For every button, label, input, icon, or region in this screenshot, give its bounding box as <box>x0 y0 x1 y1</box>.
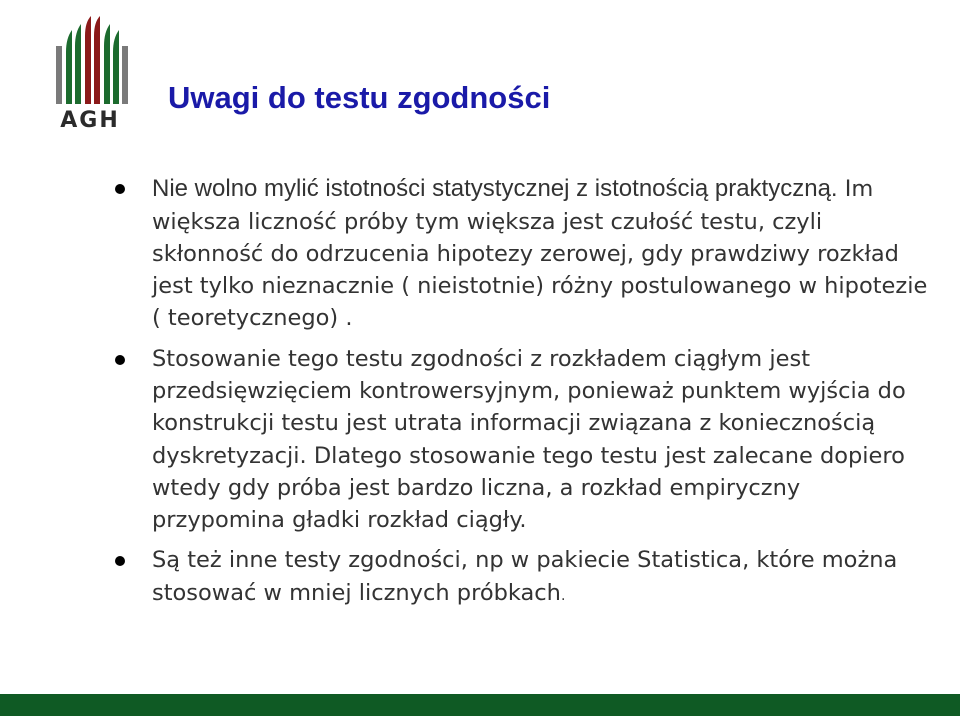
bullet-item-2 <box>110 343 930 537</box>
logo-pillar-green-2 <box>75 24 81 104</box>
logo-pillar-gray-right <box>122 46 128 104</box>
slide-content <box>110 172 930 620</box>
agh-logo <box>50 16 130 136</box>
logo-pillar-green-3 <box>104 24 110 104</box>
footer-bar <box>0 694 960 716</box>
bullet-1-lead: Nie wolno mylić istotności statystycznej z istotnością praktyczną. <box>152 175 838 202</box>
agh-logo-mark <box>50 16 130 108</box>
bullet-dot <box>115 184 125 194</box>
bullet-3-period: . <box>560 587 566 604</box>
logo-pillar-green-4 <box>113 30 119 104</box>
bullet-item-3 <box>110 544 930 612</box>
logo-text: AGH <box>60 108 120 133</box>
logo-pillar-red-2 <box>94 16 100 104</box>
slide-title: Uwagi do testu zgodności <box>168 80 551 115</box>
bullet-item-1 <box>110 172 930 335</box>
bullet-dot <box>115 556 125 566</box>
logo-pillar-green-1 <box>66 30 72 104</box>
logo-pillar-red-1 <box>85 16 91 104</box>
bullet-list <box>110 172 930 612</box>
bullet-3-text: Są też inne testy zgodności, np w pakiecie Statistica, które można stosować w mniej licznych próbkach <box>152 547 898 606</box>
bullet-dot <box>115 355 125 365</box>
bullet-1-text: Im większa liczność próby tym większa jest czułość testu, czyli skłonność do odrzucenia hipotezy zerowej, gdy prawdziwy rozkład jest tylko nieznacznie ( nieistotnie) różny postulowanego w hipotezie ( teoretycznego) . <box>152 176 928 332</box>
logo-pillar-gray <box>56 46 62 104</box>
bullet-2-text: Stosowanie tego testu zgodności z rozkładem ciągłym jest przedsięwzięciem kontrowersyjnym, ponieważ punktem wyjścia do konstrukcji testu jest utrata informacji związana z koniecznością dyskretyzacji. Dlatego stosowanie tego testu jest zalecane dopiero wtedy gdy próba jest bardzo liczna, a rozkład empiryczny przypomina gładki rozkład ciągły. <box>152 345 906 534</box>
